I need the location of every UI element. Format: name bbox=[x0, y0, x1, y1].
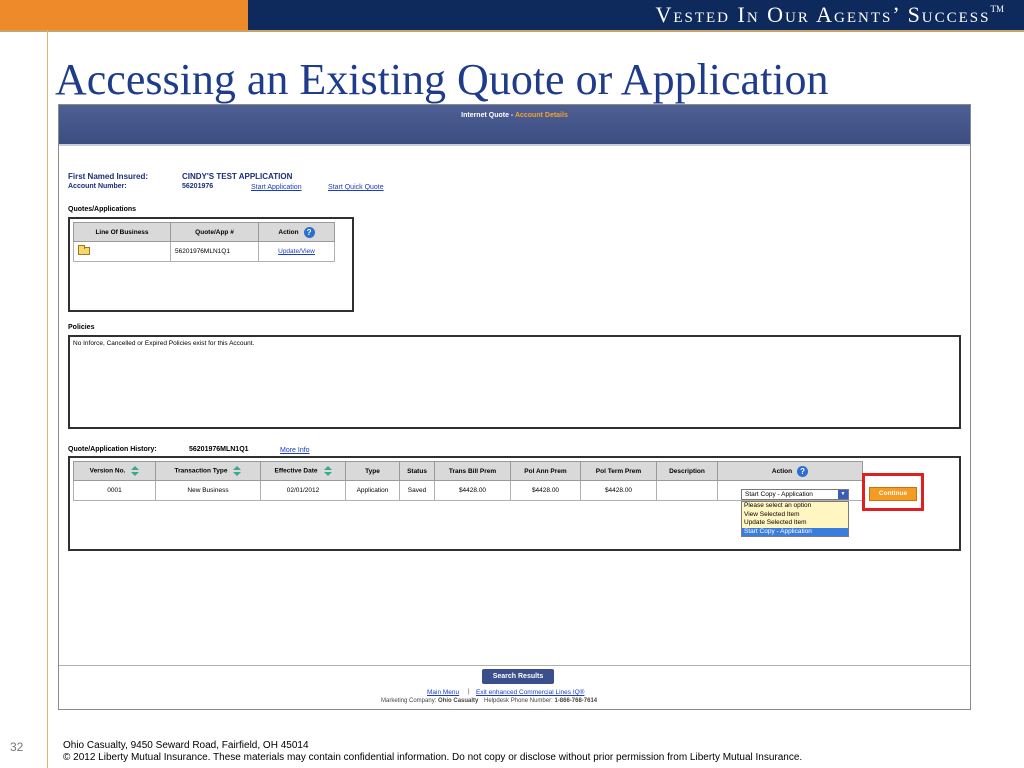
col-quote-app: Quote/App # bbox=[171, 223, 259, 242]
option-please-select[interactable]: Please select an option bbox=[744, 502, 812, 509]
footer-copyright: © 2012 Liberty Mutual Insurance. These materials may contain confidential information. Do not copy or disclose without prior permission from Liberty Mutual Insurance. bbox=[63, 752, 803, 763]
page-number: 32 bbox=[10, 740, 24, 754]
sort-icon[interactable] bbox=[324, 466, 332, 476]
col-type: Type bbox=[346, 462, 400, 481]
update-view-link[interactable]: Update/View bbox=[278, 248, 315, 255]
account-number-label: Account Number: bbox=[68, 183, 127, 190]
col-pol-ann-prem: Pol Ann Prem bbox=[511, 462, 581, 481]
help-icon[interactable]: ? bbox=[797, 466, 808, 477]
marketing-info: Marketing Company: Ohio Casualty Helpdesk Phone Number: 1-866-768-7614 bbox=[381, 698, 598, 704]
col-description: Description bbox=[657, 462, 718, 481]
continue-button[interactable]: Continue bbox=[869, 487, 917, 501]
footer-separator: | bbox=[468, 689, 470, 695]
quotes-panel bbox=[68, 217, 354, 312]
chevron-down-icon[interactable]: ▼ bbox=[838, 490, 848, 499]
sort-icon[interactable] bbox=[233, 466, 241, 476]
account-number-value: 56201976 bbox=[182, 183, 214, 190]
folder-icon[interactable] bbox=[78, 247, 90, 255]
effective-date-cell: 02/01/2012 bbox=[261, 481, 346, 501]
option-start-copy[interactable]: Start Copy - Application bbox=[742, 528, 848, 537]
start-quick-quote-link[interactable]: Start Quick Quote bbox=[328, 184, 384, 191]
type-cell: Application bbox=[346, 481, 400, 501]
main-menu-link[interactable]: Main Menu bbox=[427, 689, 460, 696]
option-view-selected[interactable]: View Selected Item bbox=[744, 510, 800, 518]
col-action: Action ? bbox=[718, 462, 863, 481]
sort-icon[interactable] bbox=[131, 466, 139, 476]
more-info-link[interactable]: More Info bbox=[280, 447, 310, 454]
help-icon[interactable]: ? bbox=[304, 227, 315, 238]
first-named-insured-value: CINDY'S TEST APPLICATION bbox=[182, 172, 293, 181]
action-select[interactable]: Start Copy - Application ▼ bbox=[741, 489, 849, 500]
action-options-list bbox=[741, 501, 849, 537]
exit-cl-iq-link[interactable]: Exit enhanced Commercial Lines IQ® bbox=[476, 689, 585, 696]
transaction-type-cell: New Business bbox=[156, 481, 261, 501]
first-named-insured-label: First Named Insured: bbox=[68, 172, 149, 181]
gold-rule bbox=[0, 30, 1024, 32]
start-application-link[interactable]: Start Application bbox=[251, 184, 302, 191]
top-navy-bar bbox=[248, 0, 1024, 30]
app-header: Internet Quote - Account Details bbox=[59, 105, 970, 144]
footer-divider bbox=[59, 665, 970, 666]
slide-title: Accessing an Existing Quote or Application bbox=[55, 55, 829, 104]
history-id: 56201976MLN1Q1 bbox=[189, 446, 249, 453]
col-transaction-type: Transaction Type bbox=[156, 462, 261, 481]
tagline: Vested In Our Agents’ Success™ bbox=[655, 2, 1004, 27]
history-label: Quote/Application History: bbox=[68, 446, 157, 453]
col-action: Action ? bbox=[259, 223, 335, 242]
description-cell bbox=[657, 481, 718, 501]
pol-term-prem-cell: $4428.00 bbox=[581, 481, 657, 501]
top-orange-bar bbox=[0, 0, 248, 30]
footer-address: Ohio Casualty, 9450 Seward Road, Fairfield, OH 45014 bbox=[63, 740, 309, 751]
search-results-button[interactable]: Search Results bbox=[482, 669, 554, 684]
action-cell bbox=[259, 242, 335, 262]
option-update-selected[interactable]: Update Selected Item bbox=[744, 519, 807, 526]
pol-ann-prem-cell: $4428.00 bbox=[511, 481, 581, 501]
table-row bbox=[74, 242, 335, 262]
col-pol-term-prem: Pol Term Prem bbox=[581, 462, 657, 481]
col-line-of-business: Line Of Business bbox=[74, 223, 171, 242]
col-status: Status bbox=[400, 462, 435, 481]
policies-message: No Inforce, Cancelled or Expired Policies exist for this Account. bbox=[73, 340, 255, 347]
policies-panel bbox=[68, 335, 961, 429]
slide-footer bbox=[63, 740, 802, 764]
quote-app-cell: 56201976MLN1Q1 bbox=[171, 242, 259, 262]
version-cell: 0001 bbox=[74, 481, 156, 501]
policies-section-title: Policies bbox=[68, 324, 95, 331]
col-effective-date: Effective Date bbox=[261, 462, 346, 481]
trans-bill-prem-cell: $4428.00 bbox=[435, 481, 511, 501]
left-rule bbox=[47, 30, 48, 768]
col-trans-bill-prem: Trans Bill Prem bbox=[435, 462, 511, 481]
status-cell: Saved bbox=[400, 481, 435, 501]
quotes-table bbox=[73, 222, 335, 262]
col-version-no: Version No. bbox=[74, 462, 156, 481]
lob-cell bbox=[74, 242, 171, 262]
app-window bbox=[58, 104, 971, 710]
quotes-section-title: Quotes/Applications bbox=[68, 206, 137, 213]
app-subbar bbox=[59, 144, 970, 146]
